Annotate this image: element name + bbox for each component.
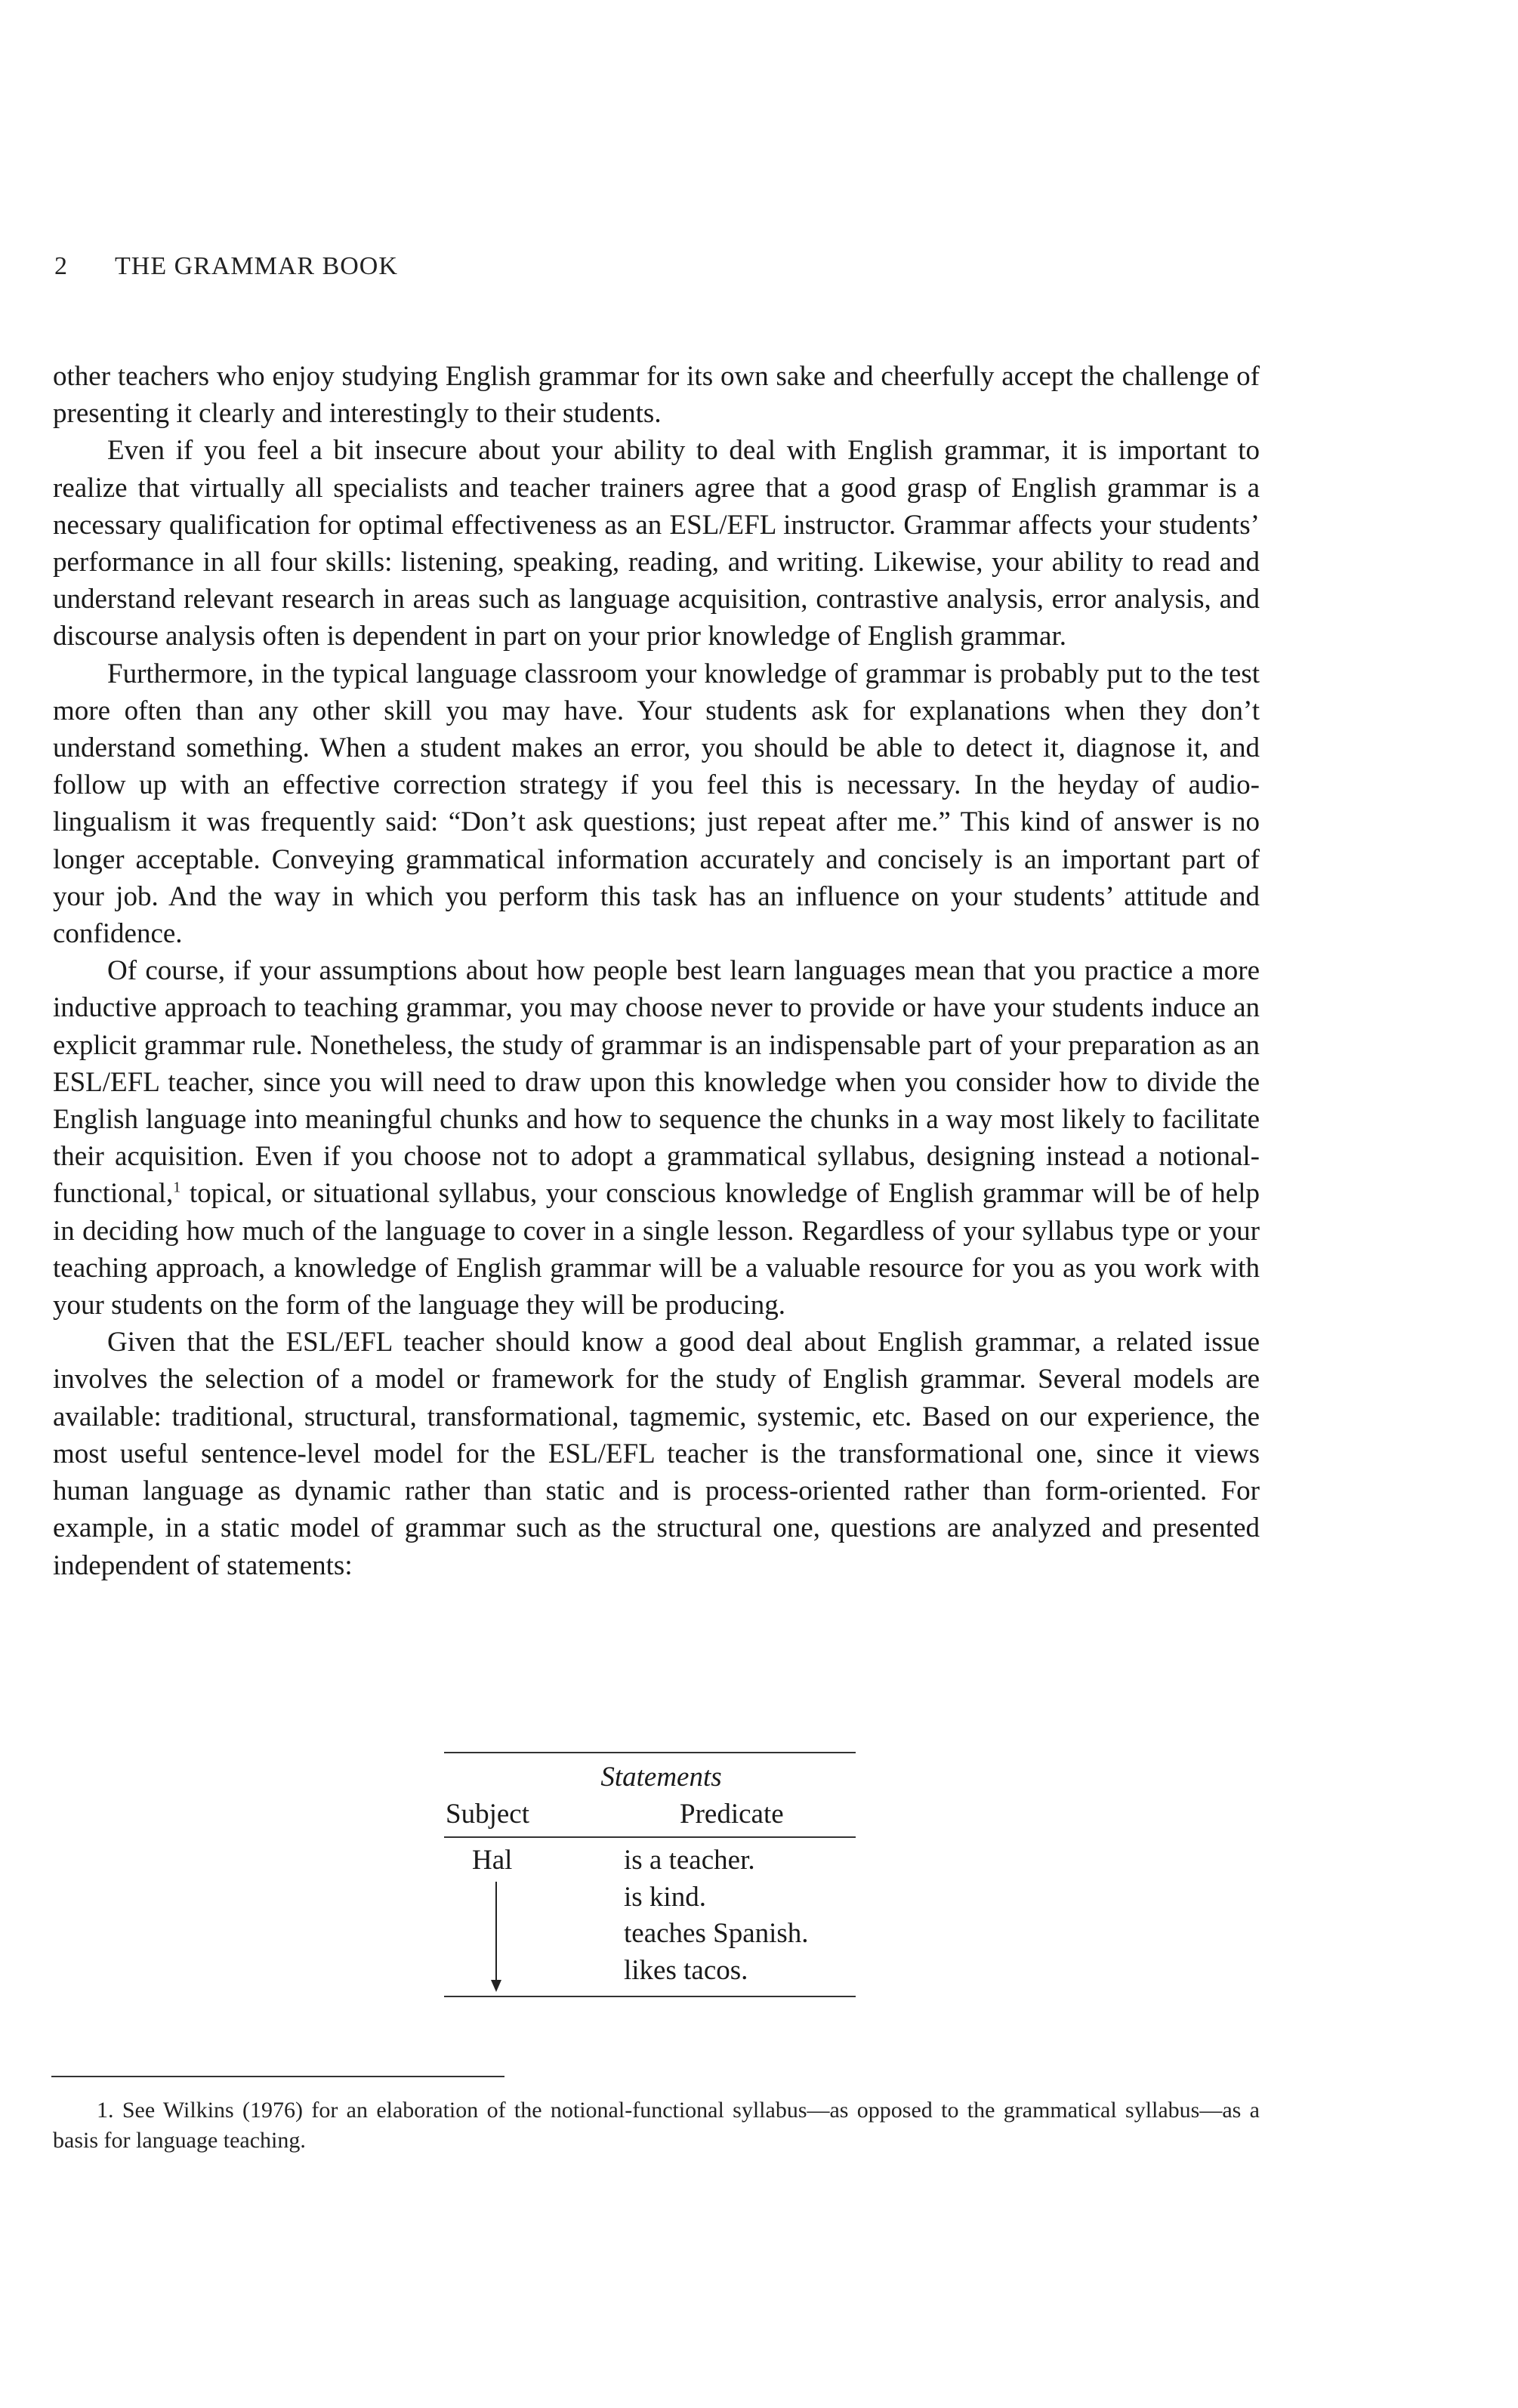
down-arrow-icon <box>495 1882 497 1981</box>
paragraph-text: topical, or situational syllabus, your conscious knowledge of English grammar will be of help in deciding how much of the language to cover in a single lesson. Regardless of your syllabus type or your teaching approach, a knowledge of English grammar will be a valuable resource for you as you work with your students on the form of the language they will be producing. <box>53 1178 1260 1321</box>
footnote <box>53 2095 1260 2156</box>
predicate-header: Predicate <box>680 1799 784 1830</box>
page-number: 2 <box>54 252 68 280</box>
paragraph: Given that the ESL/EFL teacher should know a good deal about English grammar, a related issue involves the selection of a model or framework for the study of English grammar. Several models are available: traditional, structural, transformational, tagmemic, systemic, etc. Based on our experience, the most useful sentence-level model for the ESL/EFL teacher is the transformational one, since it views human language as dynamic rather than static and is process-oriented rather than form-oriented. For example, in a static model of grammar such as the structural one, questions are analyzed and presented independent of statements: <box>53 1327 1260 1581</box>
predicate-item: likes tacos. <box>624 1954 748 1986</box>
statements-table <box>444 1752 856 1997</box>
subject-header: Subject <box>446 1799 529 1830</box>
paragraph: Furthermore, in the typical language classroom your knowledge of grammar is probably put to the test more often than any other skill you may have. Your students ask for explanations when they don’t understand something. When a student makes an error, you should be able to detect it, diagnose it, and follow up with an effective correction strategy if you feel this is necessary. In the heyday of audio-lingualism it was frequently said: “Don’t ask questions; just repeat after me.” This kind of answer is no longer acceptable. Conveying grammatical information accurately and concisely is an important part of your job. And the way in which you perform this task has an influence on your students’ attitude and confidence. <box>53 658 1260 950</box>
paragraph: other teachers who enjoy studying English grammar for its own sake and cheerfully accept the challenge of presenting it clearly and interestingly to their students. <box>53 361 1260 430</box>
footnote-divider <box>51 2076 504 2077</box>
paragraph-text: Of course, if your assumptions about how people best learn languages mean that you practice a more inductive approach to teaching grammar, you may choose never to provide or have your students induce an explicit grammar rule. Nonetheless, the study of grammar is an indispensable part of your preparation as an ESL/EFL teacher, since you will need to draw upon this knowledge when you consider how to divide the English language into meaningful chunks and how to sequence the chunks in a way most likely to facilitate their acquisition. Even if you choose not to adopt a grammatical syllabus, designing instead a notional-functional, <box>53 955 1260 1210</box>
paragraph: Even if you feel a bit insecure about your ability to deal with English grammar, it is important to realize that virtually all specialists and teacher trainers agree that a good grasp of English grammar is a necessary qualification for optimal effectiveness as an ESL/EFL instructor. Grammar affects your students’ performance in all four skills: listening, speaking, reading, and writing. Likewise, your ability to read and understand relevant research in areas such as language acquisition, contrastive analysis, error analysis, and discourse analysis often is dependent in part on your prior knowledge of English grammar. <box>53 435 1260 652</box>
table-body <box>444 1841 856 1996</box>
running-head <box>54 252 398 281</box>
table-header-rule <box>444 1836 856 1838</box>
predicate-item: teaches Spanish. <box>624 1918 809 1949</box>
footnote-text: 1. See Wilkins (1976) for an elaboration of the notional-functional syllabus—as opposed to the grammatical syllabus—as a basis for language teaching. <box>53 2098 1260 2153</box>
table-header-row <box>444 1796 856 1836</box>
predicate-list <box>624 1842 809 1989</box>
paragraph <box>53 952 1260 1324</box>
footnote-reference: 1 <box>173 1179 181 1197</box>
table-bottom-rule <box>444 1996 856 1997</box>
body-text <box>53 358 1260 1584</box>
predicate-item: is a teacher. <box>624 1845 755 1876</box>
table-title: Statements <box>600 1762 722 1793</box>
book-title: THE GRAMMAR BOOK <box>115 252 398 280</box>
predicate-item: is kind. <box>624 1881 706 1913</box>
subject-cell: Hal <box>472 1845 513 1876</box>
arrow-head-icon <box>491 1980 501 1992</box>
table-top-rule <box>444 1752 856 1753</box>
